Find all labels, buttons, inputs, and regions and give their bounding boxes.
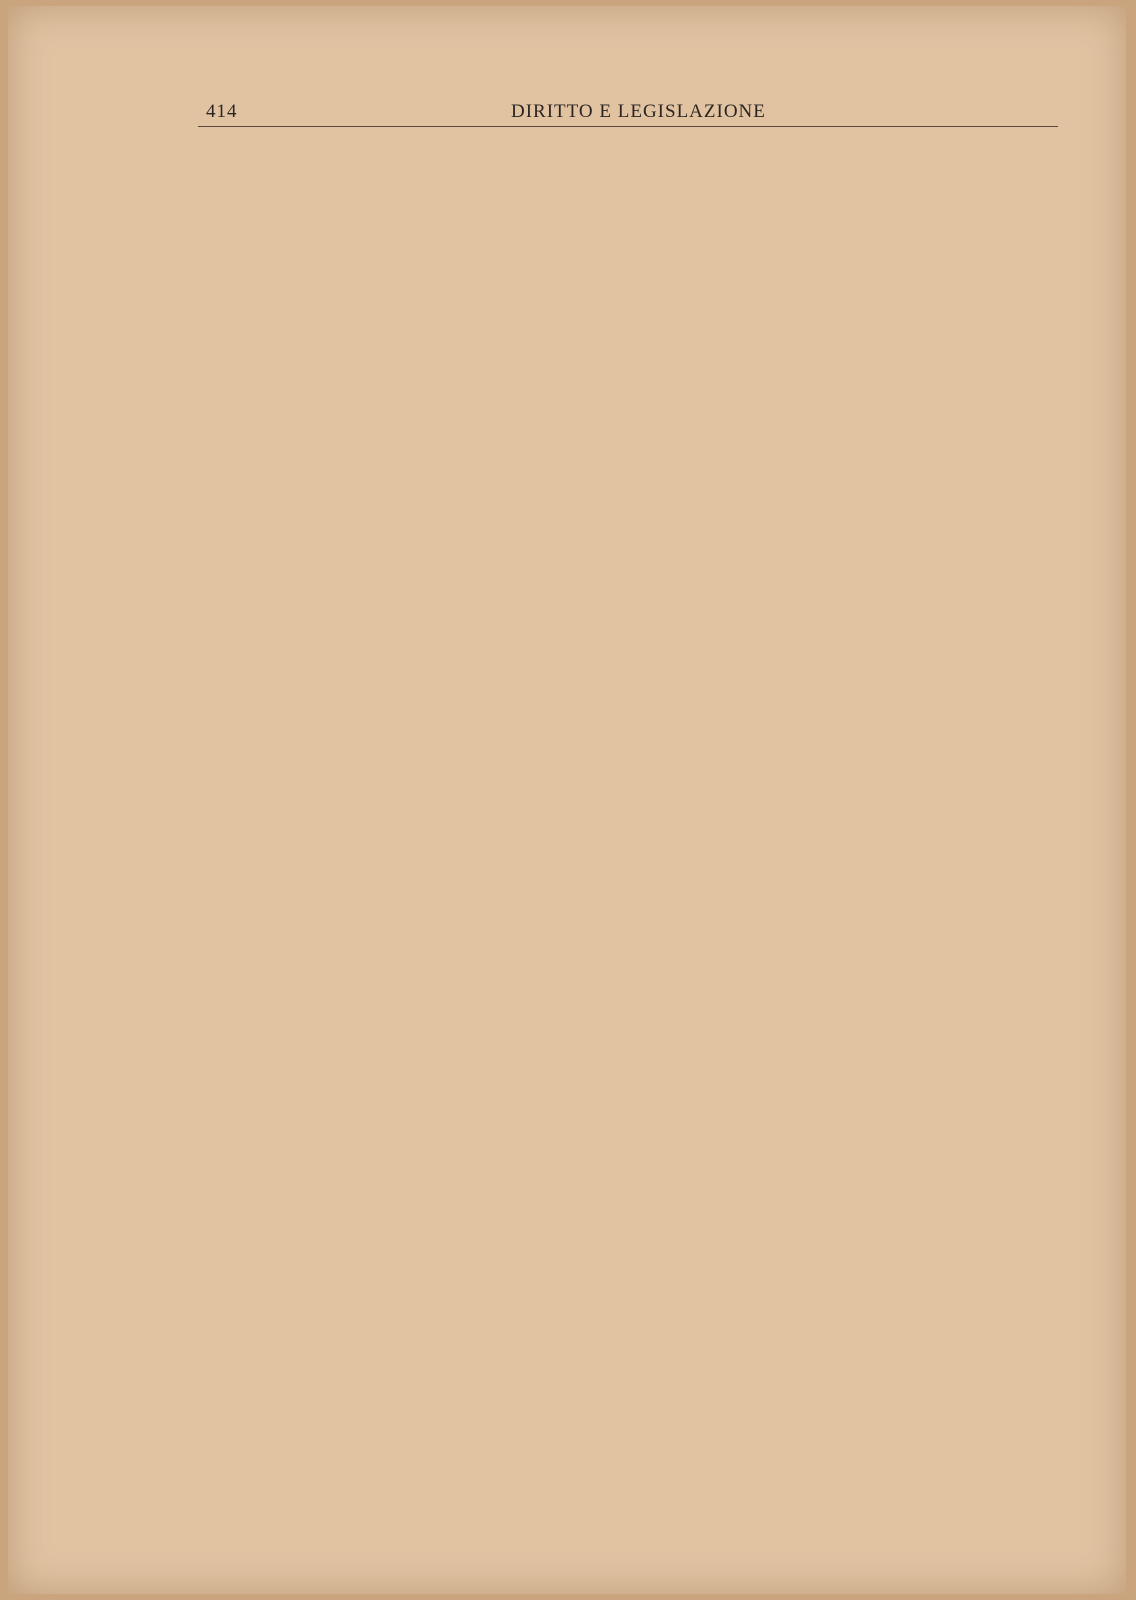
header-rule	[198, 126, 1058, 127]
running-head: DIRITTO E LEGISLAZIONE	[511, 101, 766, 122]
page-number: 414	[206, 101, 238, 122]
page-header	[206, 101, 1066, 127]
page	[8, 6, 1126, 1594]
